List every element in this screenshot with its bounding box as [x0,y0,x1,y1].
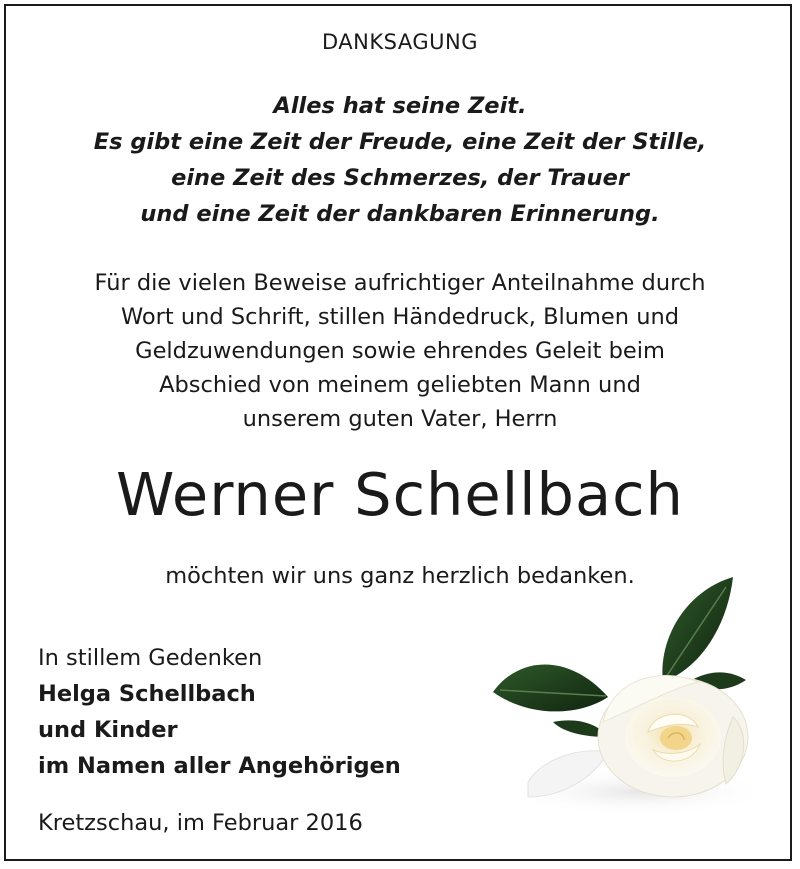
thanks-line: Geldzuwendungen sowie ehrendes Geleit beim [135,338,665,364]
motto-verse [0,88,800,232]
motto-line: und eine Zeit der dankbaren Erinnerung. [140,201,660,227]
place-date: Kretzschau, im Februar 2016 [38,810,363,836]
deceased-name: Werner Schellbach [116,460,684,529]
white-rose-image [488,572,778,822]
thanks-line: Abschied von meinem geliebten Mann und [159,372,641,398]
thanks-line: Wort und Schrift, stillen Händedruck, Blumen und [120,304,679,330]
signoff-name: im Namen aller Angehörigen [38,753,401,779]
signoff-name: Helga Schellbach [38,681,256,707]
motto-line: Es gibt eine Zeit der Freude, eine Zeit der Stille, [93,129,707,155]
closing-line: möchten wir uns ganz herzlich bedanken. [165,563,635,589]
thanks-line: unserem guten Vater, Herrn [242,406,558,432]
signoff-name: und Kinder [38,717,178,743]
notice-heading: DANKSAGUNG [322,30,478,54]
signoff-block [38,640,401,784]
motto-line: eine Zeit des Schmerzes, der Trauer [171,165,629,191]
motto-line: Alles hat seine Zeit. [273,93,527,119]
thanks-line: Für die vielen Beweise aufrichtiger Anteilnahme durch [94,270,706,296]
thanks-paragraph [0,266,800,436]
signoff-intro: In stillem Gedenken [38,645,263,671]
